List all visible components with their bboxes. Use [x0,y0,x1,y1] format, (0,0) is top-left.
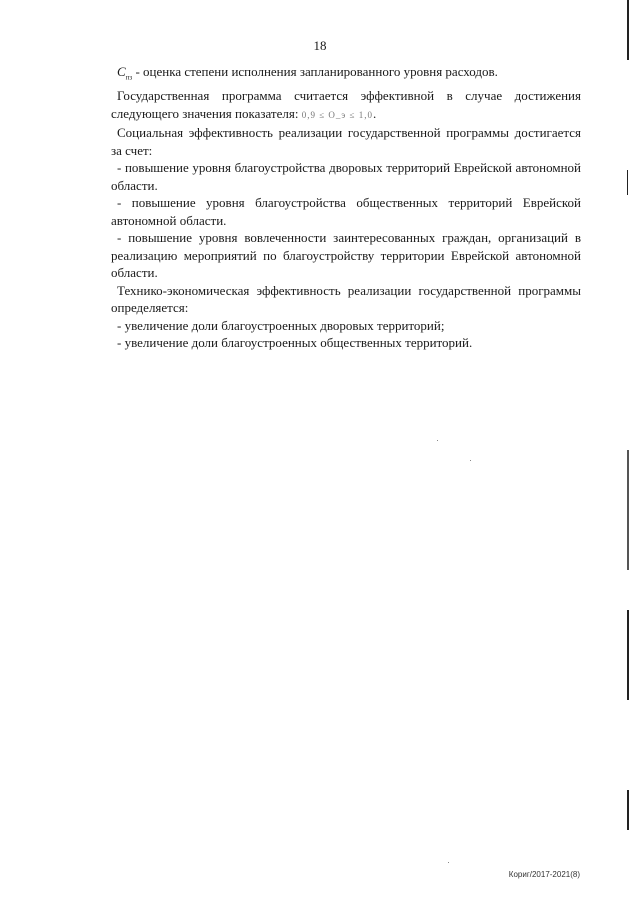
paragraph-efficiency-condition: Государственная программа считается эффективной в случае достижения следующего значения показателя: 0,9 ≤ О_э ≤ 1,0. [111,88,581,121]
formula-symbol: $C_{пз}$ [117,64,133,82]
page-number: 18 [313,38,327,53]
document-body [111,63,581,352]
list-item-courtyard-share: - увеличение доли благоустроенных дворовых территорий; [117,317,445,333]
list-item-public-areas: - повышение уровня благоустройства общественных территорий Еврейской автономной области. [111,195,581,228]
scan-artifact [448,862,449,863]
paragraph-expense-assessment: $C_{пз}$ - оценка степени исполнения запланированного уровня расходов. [117,64,498,82]
list-item-citizen-involvement: - повышение уровня вовлеченности заинтересованных граждан, организаций в реализацию мероприятий по благоустройству территории Еврейской автономной области. [111,230,581,281]
scan-artifact [627,790,629,830]
scan-artifact [470,460,471,461]
document-footer-code: Кориг/2017-2021(8) [508,870,580,879]
scan-artifact [627,0,629,60]
scan-artifact [627,610,629,700]
scan-artifact [437,440,438,441]
paragraph-technical-efficiency: Технико-экономическая эффективность реализации государственной программы определяется: [111,282,581,316]
list-item-courtyards: - повышение уровня благоустройства дворовых территорий Еврейской автономной области. [111,160,581,193]
paragraph-social-efficiency: Социальная эффективность реализации государственной программы достигается за счет: [111,125,581,158]
formula-indicator: 0,9 ≤ О_э ≤ 1,0 [301,109,373,120]
scan-artifact [627,450,629,570]
list-item-public-share: - увеличение доли благоустроенных общественных территорий. [117,335,473,351]
scan-artifact [627,170,628,195]
